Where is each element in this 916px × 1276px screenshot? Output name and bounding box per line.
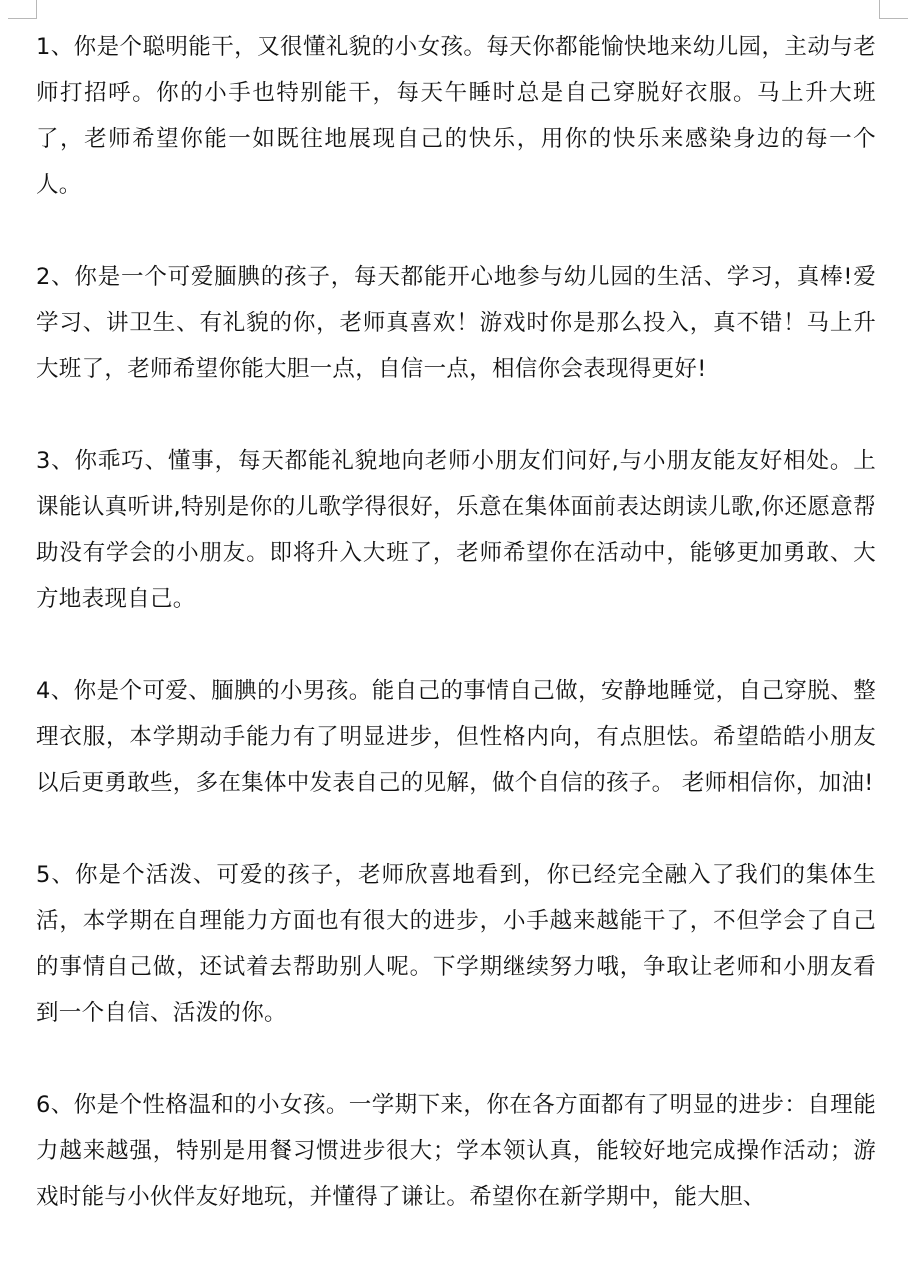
comment-paragraph-1: 1、你是个聪明能干，又很懂礼貌的小女孩。每天你都能愉快地来幼儿园，主动与老师打招呼。你的小手也特别能干，每天午睡时总是自己穿脱好衣服。马上升大班了，老师希望你能一如既往地展现自己的快乐，用你的快乐来感染身边的每一个人。 (36, 34, 876, 198)
document-body (36, 24, 876, 1266)
comment-paragraph-3: 3、你乖巧、懂事，每天都能礼貌地向老师小朋友们问好,与小朋友能友好相处。上课能认真听讲,特别是你的儿歌学得很好，乐意在集体面前表达朗读儿歌,你还愿意帮助没有学会的小朋友。即将升入大班了，老师希望你在活动中，能够更加勇敢、大方地表现自己。 (36, 448, 876, 612)
comment-paragraph-5: 5、你是个活泼、可爱的孩子，老师欣喜地看到，你已经完全融入了我们的集体生活，本学期在自理能力方面也有很大的进步，小手越来越能干了，不但学会了自己的事情自己做，还试着去帮助别人呢。下学期继续努力哦，争取让老师和小朋友看到一个自信、活泼的你。 (36, 862, 876, 1026)
comment-paragraph-4: 4、你是个可爱、腼腆的小男孩。能自己的事情自己做，安静地睡觉，自己穿脱、整理衣服，本学期动手能力有了明显进步，但性格内向，有点胆怯。希望皓皓小朋友以后更勇敢些，多在集体中发表自己的见解，做个自信的孩子。 老师相信你，加油! (36, 678, 876, 796)
page-corner-mark-right (879, 0, 908, 19)
comment-paragraph-2: 2、你是一个可爱腼腆的孩子，每天都能开心地参与幼儿园的生活、学习，真棒!爱学习、讲卫生、有礼貌的你，老师真喜欢！游戏时你是那么投入，真不错！马上升大班了，老师希望你能大胆一点，自信一点，相信你会表现得更好! (36, 264, 876, 382)
comment-paragraph-6: 6、你是个性格温和的小女孩。一学期下来，你在各方面都有了明显的进步：自理能力越来越强，特别是用餐习惯进步很大；学本领认真，能较好地完成操作活动；游戏时能与小伙伴友好地玩，并懂得了谦让。希望你在新学期中，能大胆、 (36, 1092, 876, 1210)
page-corner-mark-left (8, 0, 37, 19)
